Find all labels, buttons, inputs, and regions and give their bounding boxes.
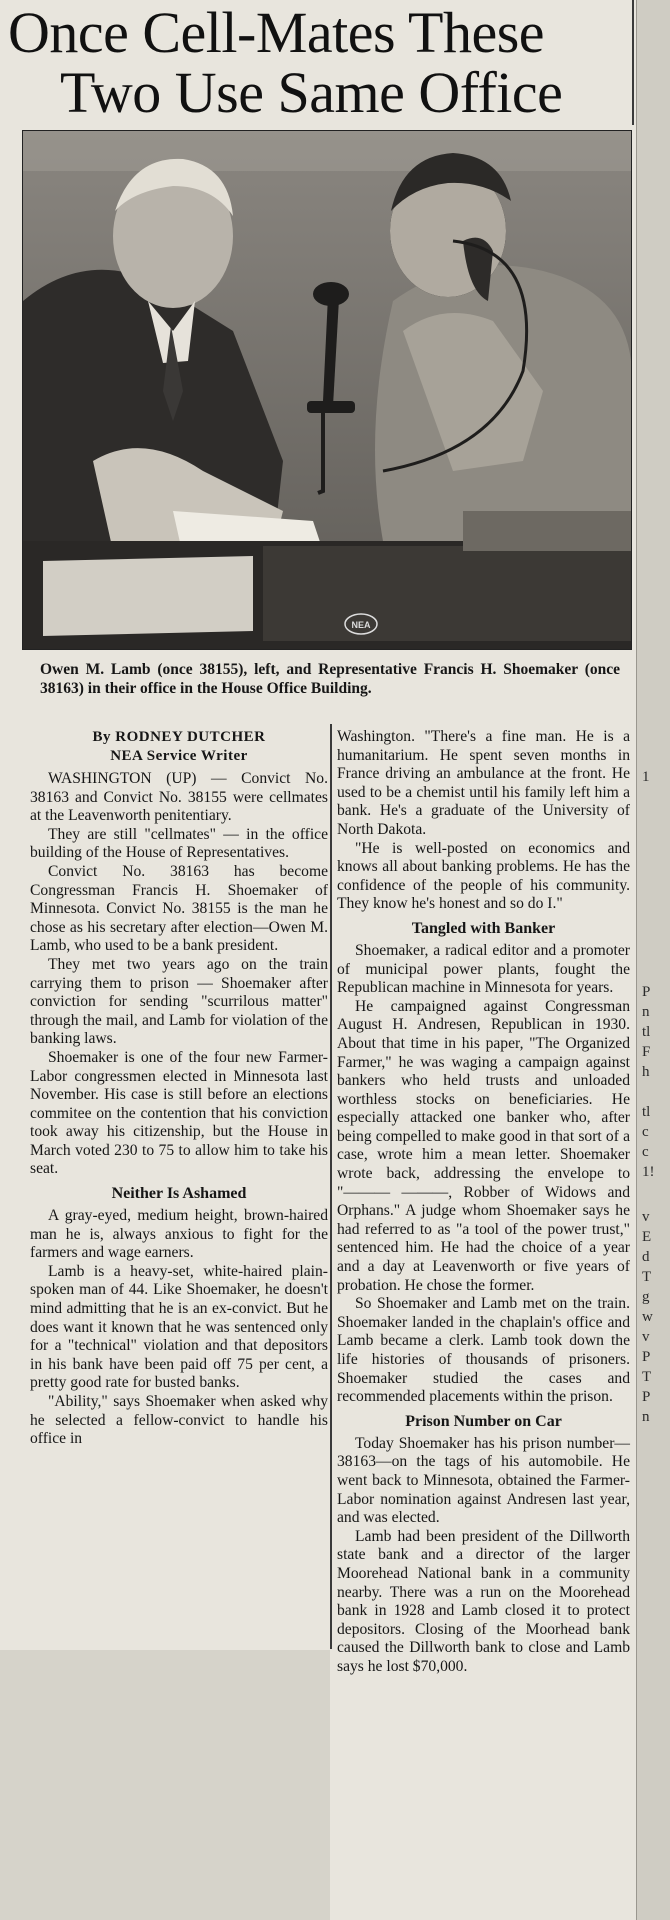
adjacent-column-fragment: tl — [642, 1024, 651, 1040]
adjacent-column-fragment: c — [642, 1144, 649, 1160]
adjacent-column-fragment: g — [642, 1289, 650, 1305]
headline-line-1: Once Cell-Mates These — [8, 0, 545, 65]
column-2-paragraphs — [337, 728, 630, 914]
adjacent-column-fragment: 1! — [642, 1164, 655, 1180]
byline-role: NEA Service Writer — [110, 748, 248, 764]
adjacent-column-fragment: E — [642, 1229, 652, 1245]
adjacent-column-fragment: 1 — [642, 769, 650, 785]
column-1-paragraphs — [30, 770, 328, 1179]
adjacent-column-fragment: n — [642, 1004, 650, 1020]
article-paragraph: WASHINGTON (UP) — Convict No. 38163 and Convict No. 38155 were cellmates at the Leavenworth penitentiary. — [30, 770, 328, 825]
article-paragraph: Convict No. 38163 has become Congressman Francis H. Shoemaker of Minnesota. Convict No. 38155 is the man he chose as his secretary after election—Owen M. Lamb, who used to be a bank president. — [30, 862, 328, 955]
adjacent-column-fragment: T — [642, 1369, 652, 1385]
article-paragraph: "He is well-posted on economics and knows all about banking problems. He has the confidence of the people of his community. They know he's honest and so do I." — [337, 839, 630, 913]
column-2-paragraphs-3 — [337, 1435, 630, 1677]
article-paragraph: They met two years ago on the train carrying them to prison — Shoemaker after conviction for sending "scurrilous matter" through the mail, and Lamb for violation of the banking laws. — [30, 955, 328, 1048]
adjacent-column-fragment: d — [642, 1249, 650, 1265]
column-2-paragraphs-2 — [337, 942, 630, 1407]
article-paragraph: Shoemaker, a radical editor and a promoter of municipal power plants, fought the Republican machine in Minnesota for years. — [337, 941, 630, 997]
byline-author: By RODNEY DUTCHER — [92, 729, 266, 745]
article-paragraph: So Shoemaker and Lamb met on the train. Shoemaker landed in the chaplain's office and Lamb became a clerk. Lamb took down the life histories of thousands of prisoners. Shoemaker studied the cases and recommended placements within the prison. — [337, 1295, 630, 1406]
adjacent-column-fragment: h — [642, 1064, 650, 1080]
article-paragraph: Lamb is a heavy-set, white-haired plain-spoken man of 44. Like Shoemaker, he doesn't mind admitting that he is an ex-convict. But he does want it known that he was sentenced only for a "technical" violation and that depositors in his bank have been paid off 75 per cent, a pretty good rate for busted banks. — [30, 1262, 328, 1392]
article-paragraph: A gray-eyed, medium height, brown-haired man he is, always anxious to fight for the farmers and wage earners. — [30, 1207, 328, 1262]
article-paragraph: Shoemaker is one of the four new Farmer-Labor congressmen elected in Minnesota last November. His case is still before an elections commitee on the contention that his conviction took away his citizenship, but the House in March voted 230 to 75 to allow him to take his seat. — [30, 1048, 328, 1178]
article-paragraph: They are still "cellmates" — in the office building of the House of Representatives. — [30, 825, 328, 862]
subhead-prison-number-on-car: Prison Number on Car — [405, 1412, 562, 1430]
adjacent-column-fragment: c — [642, 1124, 649, 1140]
news-photo — [22, 130, 632, 650]
adjacent-column-fragment: F — [642, 1044, 651, 1060]
photo-credit: NEA — [351, 620, 371, 630]
headline-line-2: Two Use Same Office — [60, 60, 563, 125]
article-paragraph: Washington. "There's a fine man. He is a humanitarium. He spent seven months in France driving an ambulance at the front. He used to be a chemist until his family left him a bank. He's a graduate of the University of North Dakota. — [337, 728, 630, 838]
column-divider — [330, 724, 332, 1649]
adjacent-column-fragment: T — [642, 1269, 652, 1285]
subhead-tangled-with-banker: Tangled with Banker — [411, 919, 556, 937]
adjacent-column-fragment: tl — [642, 1104, 651, 1120]
clipping-margin — [0, 1650, 330, 1920]
adjacent-column-strip — [636, 0, 670, 1920]
article-paragraph: He campaigned against Congressman August H. Andresen, Republican in 1930. About that time in his paper, "The Organized Farmer," he was waging a campaign against bankers who held trusts and unloaded worthless stocks on beneficiaries. He especially attacked one banker who, after being compelled to make good in that sort of a case, wrote him a mean letter. Shoemaker wrote back, addressing the envelope to "——— ———, Robber of Widows and Orphans." A judge whom Shoemaker says he had referred to as "a tool of the power trust," sentenced him. He had the choice of a year and a day at Leavenworth or five years of probation. He chose the former. — [337, 997, 630, 1294]
adjacent-column-fragment: w — [642, 1309, 653, 1325]
article-paragraph: "Ability," says Shoemaker when asked why he selected a fellow-convict to handle his office in — [30, 1393, 328, 1448]
photo-caption: Owen M. Lamb (once 38155), left, and Representative Francis H. Shoemaker (once 38163) in their office in the House Office Building. — [40, 661, 620, 697]
adjacent-column-fragment: v — [642, 1329, 650, 1345]
adjacent-column-fragment: P — [642, 984, 651, 1000]
adjacent-column-fragment: P — [642, 1349, 651, 1365]
column-1-paragraphs-2 — [30, 1207, 328, 1449]
adjacent-column-fragment: n — [642, 1409, 650, 1425]
adjacent-column-fragment: P — [642, 1389, 651, 1405]
adjacent-column-fragment: v — [642, 1209, 650, 1225]
article-column-1 — [30, 728, 328, 1449]
clipping-tail — [330, 1652, 636, 1920]
article-paragraph: Lamb had been president of the Dillworth state bank and a director of the larger Moorehead National bank in a community nearby. There was a run on the Moorehead bank in 1928 and Lamb closed it to protect depositors. Closing of the Moorhead bank caused the Dillworth bank to close and Lamb says he lost $70,000. — [337, 1527, 630, 1675]
photo-illustration — [23, 131, 631, 649]
subhead-neither-is-ashamed: Neither Is Ashamed — [111, 1185, 247, 1203]
article-paragraph: Today Shoemaker has his prison number—38163—on the tags of his automobile. He went back to Minnesota, obtained the Farmer-Labor nomination against Andresen last year, and was elected. — [337, 1434, 630, 1527]
article-column-2 — [337, 728, 630, 1677]
